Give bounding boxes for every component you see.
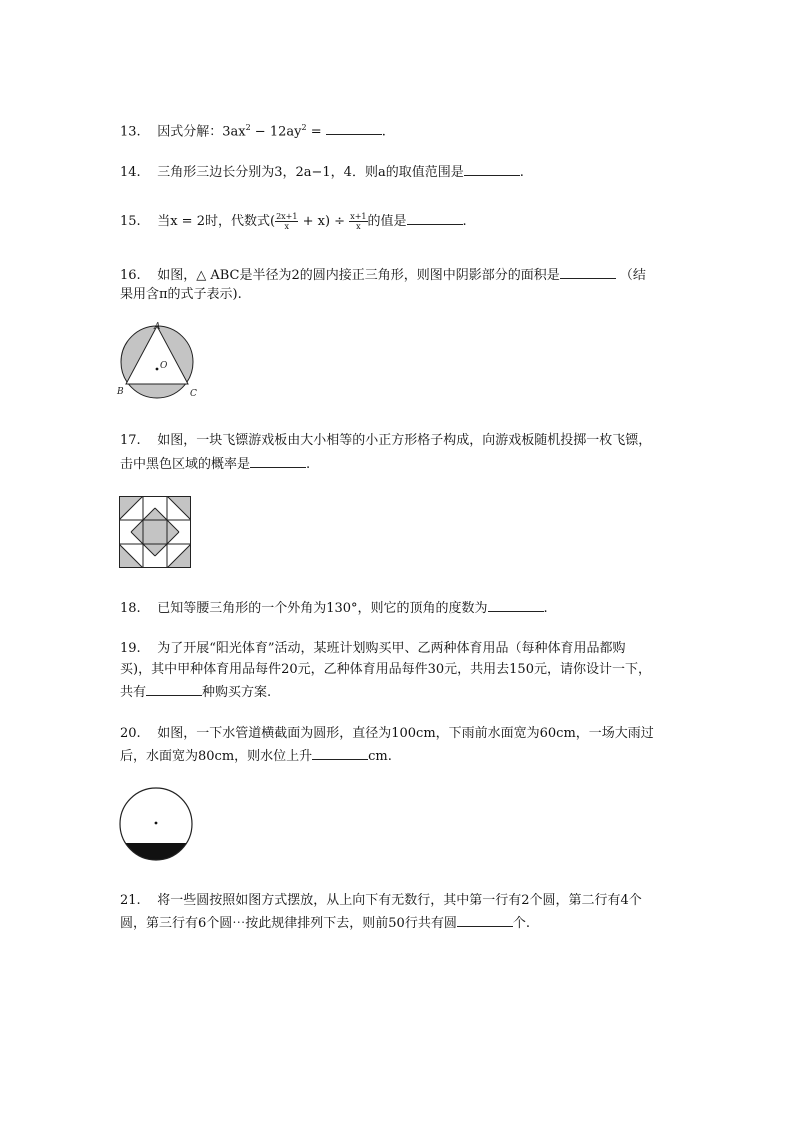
answer-blank[interactable] <box>326 122 382 135</box>
question-14: 14. 三角形三边长分别为3，2a−1，4．则a的取值范围是 . <box>120 165 524 180</box>
label-a: A <box>154 322 161 332</box>
question-20-line-1: 20. 如图，一下水管道横截面为圆形，直径为100cm，下雨前水面宽为60cm，一场大雨过 <box>120 726 654 741</box>
answer-blank[interactable] <box>464 163 520 176</box>
label-c: C <box>190 389 197 399</box>
shaded-triangle <box>167 520 179 544</box>
question-number: 21. <box>120 893 141 908</box>
question-19-line-2: 买)，其中甲种体育用品每件20元，乙种体育用品每件30元，共用去150元，请你设计一下， <box>120 662 651 677</box>
figure-pipe-cross-section <box>118 786 194 862</box>
fraction: $\frac{x+1}{x}$ <box>350 212 367 231</box>
shaded-triangle <box>143 508 167 520</box>
question-16-line-2: 果用含π的式子表示). <box>120 287 242 302</box>
answer-blank[interactable] <box>250 455 306 468</box>
question-number: 20. <box>120 726 141 741</box>
question-21-line-2: 圆，第三行有6个圆⋯按此规律排列下去，则前50行共有圆 个. <box>120 916 530 931</box>
shaded-triangle <box>143 544 167 556</box>
label-b: B <box>117 387 124 397</box>
question-21-line-1: 21. 将一些圆按照如图方式摆放，从上向下有无数行，其中第一行有2个圆，第二行有4个 <box>120 893 642 908</box>
question-number: 19. <box>120 641 141 656</box>
center-shaded-square <box>143 520 167 544</box>
center-point <box>156 368 159 371</box>
water-region <box>118 843 194 862</box>
question-19-line-3: 共有 种购买方案. <box>120 685 272 700</box>
question-18: 18. 已知等腰三角形的一个外角为130°，则它的顶角的度数为 . <box>120 601 548 616</box>
answer-blank[interactable] <box>488 599 544 612</box>
shaded-triangle <box>131 520 143 544</box>
answer-blank[interactable] <box>560 266 616 279</box>
question-number: 13. <box>120 124 141 140</box>
question-number: 16. <box>120 268 141 283</box>
question-15: 15. 当x = 2时，代数式( $\frac{2x+1}{x}$ + x) ÷ $\frac{x+1}{x}$ 的值是 . <box>120 212 467 231</box>
figure-dart-board <box>119 496 191 568</box>
question-number: 17. <box>120 433 141 448</box>
answer-blank[interactable] <box>407 212 463 225</box>
question-17-line-2: 击中黑色区域的概率是 . <box>120 457 311 472</box>
label-o: O <box>160 361 168 371</box>
question-number: 14. <box>120 165 141 180</box>
figure-inscribed-triangle <box>114 322 206 402</box>
answer-blank[interactable] <box>312 747 368 760</box>
question-13: 13. 因式分解：$3ax^2 - 12ay^2$ = . <box>120 123 386 140</box>
question-20-line-2: 后，水面宽为80cm，则水位上升 cm. <box>120 749 392 764</box>
question-17-line-1: 17. 如图，一块飞镖游戏板由大小相等的小正方形格子构成，向游戏板随机投掷一枚飞镖， <box>120 433 652 448</box>
question-16-line-1: 16. 如图，△ ABC是半径为2的圆内接正三角形，则图中阴影部分的面积是 （结 <box>120 268 646 283</box>
answer-blank[interactable] <box>146 683 202 696</box>
question-number: 15. <box>120 214 141 229</box>
center-point <box>155 822 158 825</box>
question-number: 18. <box>120 601 141 616</box>
question-19-line-1: 19. 为了开展“阳光体育”活动，某班计划购买甲、乙两种体育用品（每种体育用品都购 <box>120 641 626 656</box>
fraction: $\frac{2x+1}{x}$ <box>276 212 298 231</box>
answer-blank[interactable] <box>457 914 513 927</box>
